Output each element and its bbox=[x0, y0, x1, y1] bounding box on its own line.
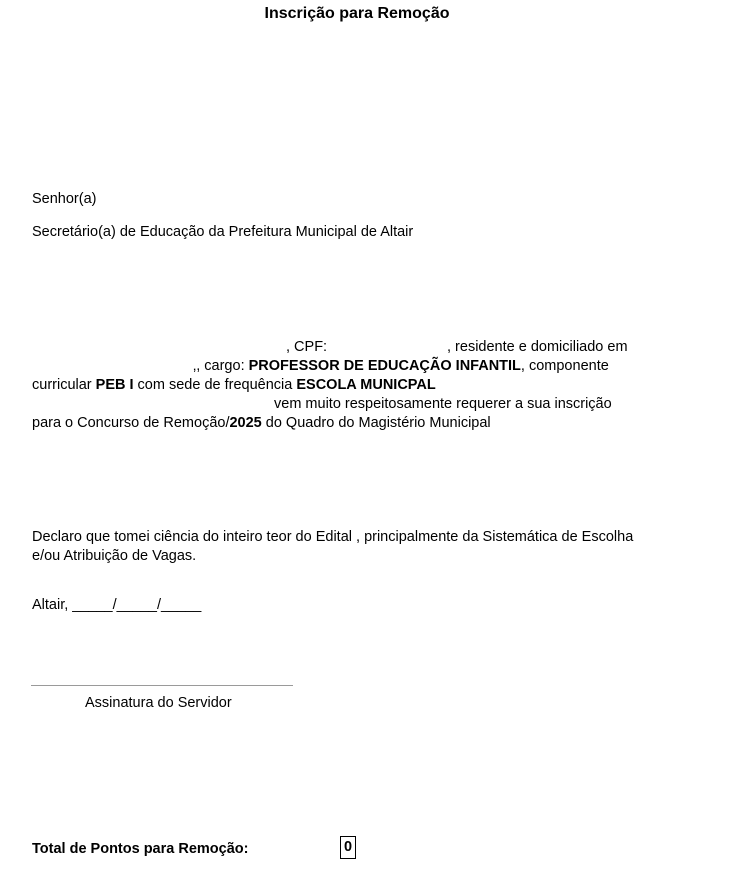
curricular-prefix: curricular bbox=[32, 377, 96, 393]
signature-label: Assinatura do Servidor bbox=[85, 695, 232, 711]
place-date: Altair, _____/_____/_____ bbox=[32, 597, 202, 613]
signature-line bbox=[31, 685, 293, 686]
cargo-label: , cargo: bbox=[196, 358, 249, 374]
points-label: Total de Pontos para Remoção: bbox=[32, 841, 249, 857]
salutation: Senhor(a) bbox=[32, 191, 97, 207]
contest-suffix: do Quadro do Magistério Municipal bbox=[261, 415, 491, 431]
points-box bbox=[340, 836, 356, 859]
points-value: 0 bbox=[340, 836, 356, 859]
cargo-line bbox=[193, 358, 609, 374]
contest-prefix: para o Concurso de Remoção/ bbox=[32, 415, 230, 431]
document-title: Inscrição para Remoção bbox=[264, 5, 450, 22]
declaration-line-1: Declaro que tomei ciência do inteiro teor do Edital , principalmente da Sistemática de Escolha bbox=[32, 529, 634, 545]
request-text: vem muito respeitosamente requerer a sua inscrição bbox=[274, 396, 612, 412]
component-value: PEB I bbox=[95, 377, 134, 393]
curricular-line bbox=[32, 377, 436, 393]
declaration-line-2: e/ou Atribuição de Vagas. bbox=[32, 548, 197, 564]
school-value: ESCOLA MUNICPAL bbox=[296, 377, 436, 393]
sede-text: com sede de frequência bbox=[133, 377, 297, 393]
residence-text: , residente e domiciliado em bbox=[447, 339, 628, 355]
cargo-value: PROFESSOR DE EDUCAÇÃO INFANTIL bbox=[248, 358, 521, 374]
contest-year: 2025 bbox=[229, 415, 262, 431]
recipient: Secretário(a) de Educação da Prefeitura Municipal de Altair bbox=[32, 224, 414, 240]
contest-line bbox=[32, 415, 491, 431]
cpf-label: , CPF: bbox=[286, 339, 328, 355]
stray-mark: ‚ bbox=[193, 358, 197, 374]
componente-text: , componente bbox=[520, 358, 609, 374]
